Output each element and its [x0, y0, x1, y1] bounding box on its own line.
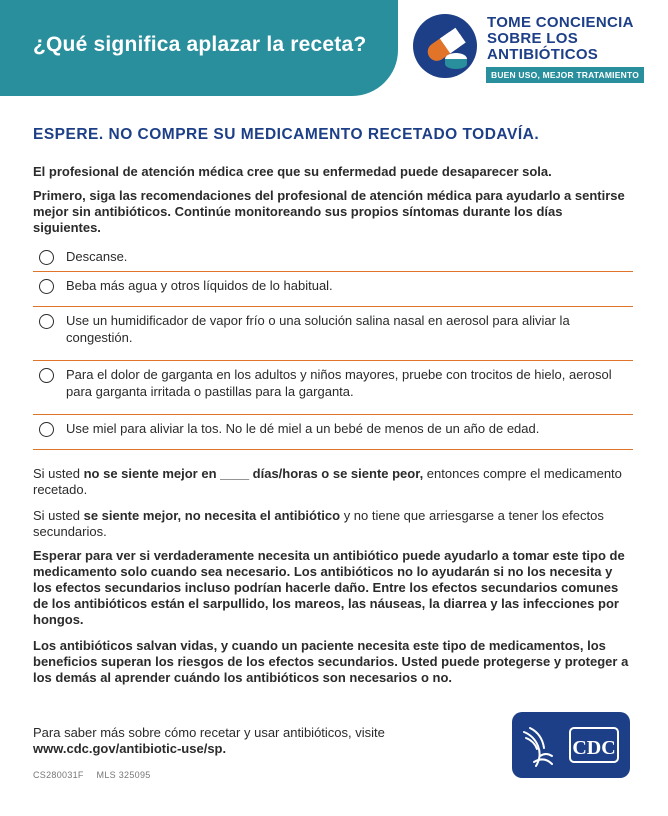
not-better-bold: no se siente mejor en ____ días/horas o se siente peor, [83, 466, 424, 481]
checklist-item[interactable] [33, 361, 633, 415]
hhs-eagle-icon [512, 712, 630, 778]
cdc-logo [512, 712, 630, 778]
logo-line-1: TOME CONCIENCIA [487, 14, 634, 31]
lifesaving-paragraph: Los antibióticos salvan vidas, y cuando un paciente necesita este tipo de medicamentos, los beneficios superan los riesgos de los efectos secundarios. Usted puede protegerse y proteger a los demás al aprender cuándo los antibióticos son necesarios o no. [33, 638, 629, 685]
checklist-item-label: Beba más agua y otros líquidos de lo habitual. [66, 278, 333, 293]
checkbox-circle-icon[interactable] [39, 314, 54, 329]
checklist-item[interactable] [33, 415, 633, 450]
footer-text: Para saber más sobre cómo recetar y usar antibióticos, visite [33, 725, 385, 740]
not-better-pre: Si usted [33, 466, 84, 481]
intro-paragraph-2: Primero, siga las recomendaciones del profesional de atención médica para ayudarlo a sentirse mejor sin antibióticos. Continúe monitoreando sus propios síntomas durante los días siguientes. [33, 188, 625, 235]
better-bold: se siente mejor, no necesita el antibiótico [83, 508, 341, 523]
waiting-paragraph: Esperar para ver si verdaderamente necesita un antibiótico puede ayudarlo a tomar este tipo de medicamento solo cuando sea necesario. Los antibióticos no lo ayudarán si no los necesita y los efectos secundarios incluso podrían hacerle daño. Entre los efectos secundarios comunes de los antibióticos están el sarpullido, los mareos, las náuseas, la diarrea y las infecciones por hongos. [33, 548, 625, 627]
cdc-label: CDC [572, 737, 616, 759]
mls-code: MLS 325095 [96, 770, 151, 780]
page-title: ¿Qué significa aplazar la receta? [33, 33, 367, 56]
checklist-item-label: Descanse. [66, 249, 128, 264]
campaign-logo [412, 13, 652, 87]
checkbox-circle-icon[interactable] [39, 279, 54, 294]
better-paragraph [33, 508, 633, 540]
logo-tagline: BUEN USO, MEJOR TRATAMIENTO [486, 67, 644, 83]
recommendation-checklist [33, 245, 633, 450]
checkbox-circle-icon[interactable] [39, 422, 54, 437]
checkbox-circle-icon[interactable] [39, 368, 54, 383]
section-heading: ESPERE. NO COMPRE SU MEDICAMENTO RECETADO TODAVÍA. [33, 126, 540, 143]
not-better-post: entonces compre el medicamento recetado. [33, 466, 622, 497]
logo-line-3: ANTIBIÓTICOS [487, 46, 599, 63]
better-pre: Si usted [33, 508, 84, 523]
checklist-item[interactable] [33, 272, 633, 307]
footer-link[interactable]: www.cdc.gov/antibiotic-use/sp. [33, 741, 227, 756]
checkbox-circle-icon[interactable] [39, 250, 54, 265]
checklist-item-label: Use un humidificador de vapor frío o una solución salina nasal en aerosol para aliviar la congestión. [66, 313, 570, 345]
intro-paragraph-1: El profesional de atención médica cree que su enfermedad puede desaparecer sola. [33, 164, 552, 179]
logo-line-2: SOBRE LOS [487, 30, 579, 47]
document-code: CS280031F [33, 770, 84, 780]
checklist-item-label: Para el dolor de garganta en los adultos y niños mayores, pruebe con trocitos de hielo, aerosol para garganta irritada o pastillas para la garganta. [66, 367, 612, 399]
pill-logo-icon [412, 13, 478, 79]
checklist-item-label: Use miel para aliviar la tos. No le dé miel a un bebé de menos de un año de edad. [66, 421, 540, 436]
checklist-item[interactable] [33, 245, 633, 272]
checklist-item[interactable] [33, 307, 633, 361]
document-codes [33, 770, 161, 780]
not-better-paragraph [33, 466, 633, 498]
header-band [0, 0, 398, 96]
better-post: y no tiene que arriesgarse a tener los efectos secundarios. [33, 508, 604, 539]
